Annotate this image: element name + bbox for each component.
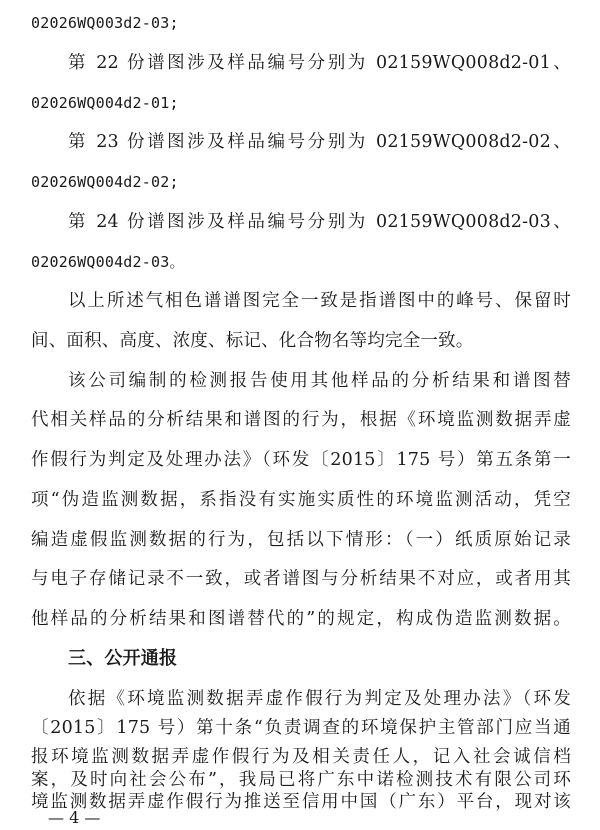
text-line-22: 境监测数据弄虚作假行为推送至信用中国（广东）平台，现对该 — [31, 792, 571, 812]
text-line-19: 〔2015〕175 号）第十条“负责调查的环境保护主管部门应当通 — [31, 718, 571, 738]
page-number: — 4 — — [48, 808, 101, 827]
text-line-15: 与电子存储记录不一致，或者谱图与分析结果不对应，或者用其 — [31, 569, 571, 589]
text-line-14: 编造虚假监测数据的行为，包括以下情形：（一）纸质原始记录 — [31, 530, 571, 550]
text-line-18: 依据《环境监测数据弄虚作假行为判定及处理办法》（环发 — [68, 689, 571, 709]
text-line-3: 02026WQ004d2-01; — [31, 94, 179, 112]
text-line-13: 项“伪造监测数据，系指没有实施实质性的环境监测活动，凭空 — [31, 490, 571, 510]
text-line-12: 作假行为判定及处理办法》（环发〔2015〕175 号）第五条第一 — [31, 450, 571, 470]
text-line-9: 间、面积、高度、浓度、标记、化合物名等均完全一致。 — [31, 331, 474, 351]
text-line-20: 报环境监测数据弄虚作假行为及相关责任人，记入社会诚信档 — [31, 747, 571, 767]
text-line-5: 02026WQ004d2-02; — [31, 173, 179, 191]
text-line-2: 第 22 份谱图涉及样品编号分别为 02159WQ008d2-01、 — [68, 53, 571, 73]
section-heading: 三、公开通报 — [68, 648, 178, 669]
text-line-11: 代相关样品的分析结果和谱图的行为，根据《环境监测数据弄虚 — [31, 410, 571, 430]
text-line-7: 02026WQ004d2-03。 — [31, 253, 185, 271]
text-line-16: 他样品的分析结果和图谱替代的”的规定，构成伪造监测数据。 — [31, 609, 571, 629]
text-line-4: 第 23 份谱图涉及样品编号分别为 02159WQ008d2-02、 — [68, 132, 571, 152]
text-line-8: 以上所述气相色谱谱图完全一致是指谱图中的峰号、保留时 — [68, 291, 571, 311]
text-line-10: 该公司编制的检测报告使用其他样品的分析结果和谱图替 — [68, 371, 571, 391]
text-line-1: 02026WQ003d2-03; — [31, 14, 179, 32]
text-line-6: 第 24 份谱图涉及样品编号分别为 02159WQ008d2-03、 — [68, 212, 571, 232]
text-line-21: 案，及时向社会公布”，我局已将广东中诺检测技术有限公司环 — [31, 770, 571, 790]
